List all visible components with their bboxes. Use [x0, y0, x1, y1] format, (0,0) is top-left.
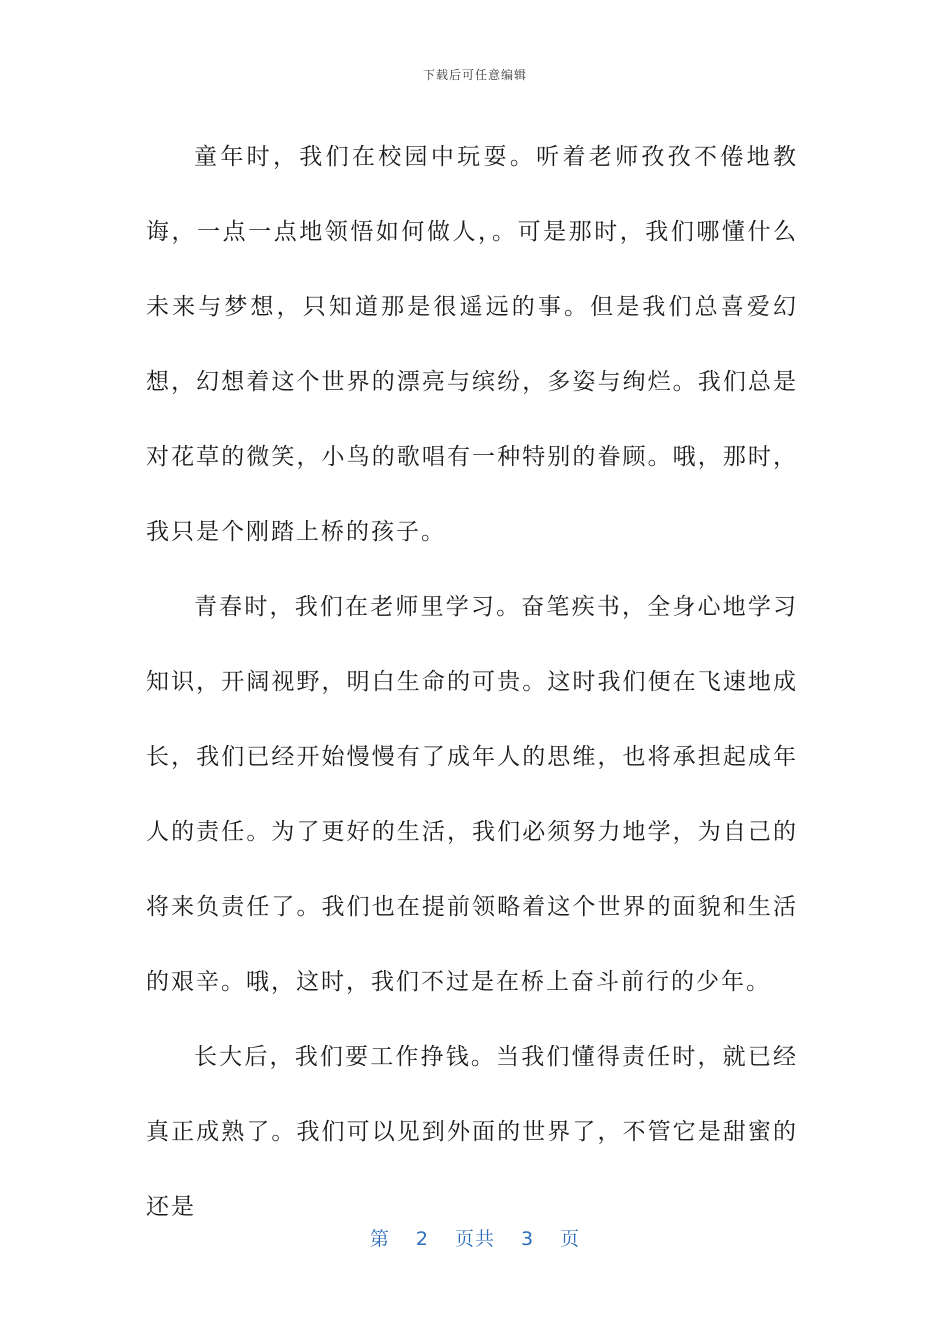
footer-total-pages: 3: [521, 1228, 535, 1250]
paragraph-adulthood: 长大后，我们要工作挣钱。当我们懂得责任时，就已经真正成熟了。我们可以见到外面的世界了，不管它是甜蜜的还是: [146, 1044, 798, 1220]
footer-suffix: 页: [560, 1228, 581, 1250]
footer-middle: 页共: [454, 1228, 495, 1250]
header-note: 下载后可任意编辑: [422, 68, 527, 82]
paragraph-childhood: 童年时，我们在校园中玩耍。听着老师孜孜不倦地教诲，一点一点地领悟如何做人，。可是那时，我们哪懂什么未来与梦想，只知道那是很遥远的事。但是我们总喜爱幻想，幻想着这个世界的漂亮与缤纷，多姿与绚烂。我们总是对花草的微笑，小鸟的歌唱有一种特别的眷顾。哦，那时，我只是个刚踏上桥的孩子。: [146, 144, 798, 545]
paragraph-youth: 青春时，我们在老师里学习。奋笔疾书，全身心地学习知识，开阔视野，明白生命的可贵。这时我们便在飞速地成长，我们已经开始慢慢有了成年人的思维，也将承担起成年人的责任。为了更好的生活，我们必须努力地学，为自己的将来负责任了。我们也在提前领略着这个世界的面貌和生活的艰辛。哦，这时，我们不过是在桥上奋斗前行的少年。: [146, 594, 798, 995]
document-body: [146, 120, 798, 1245]
page-footer: [0, 1224, 950, 1251]
footer-prefix: 第: [369, 1228, 390, 1250]
footer-current-page: 2: [415, 1228, 429, 1250]
